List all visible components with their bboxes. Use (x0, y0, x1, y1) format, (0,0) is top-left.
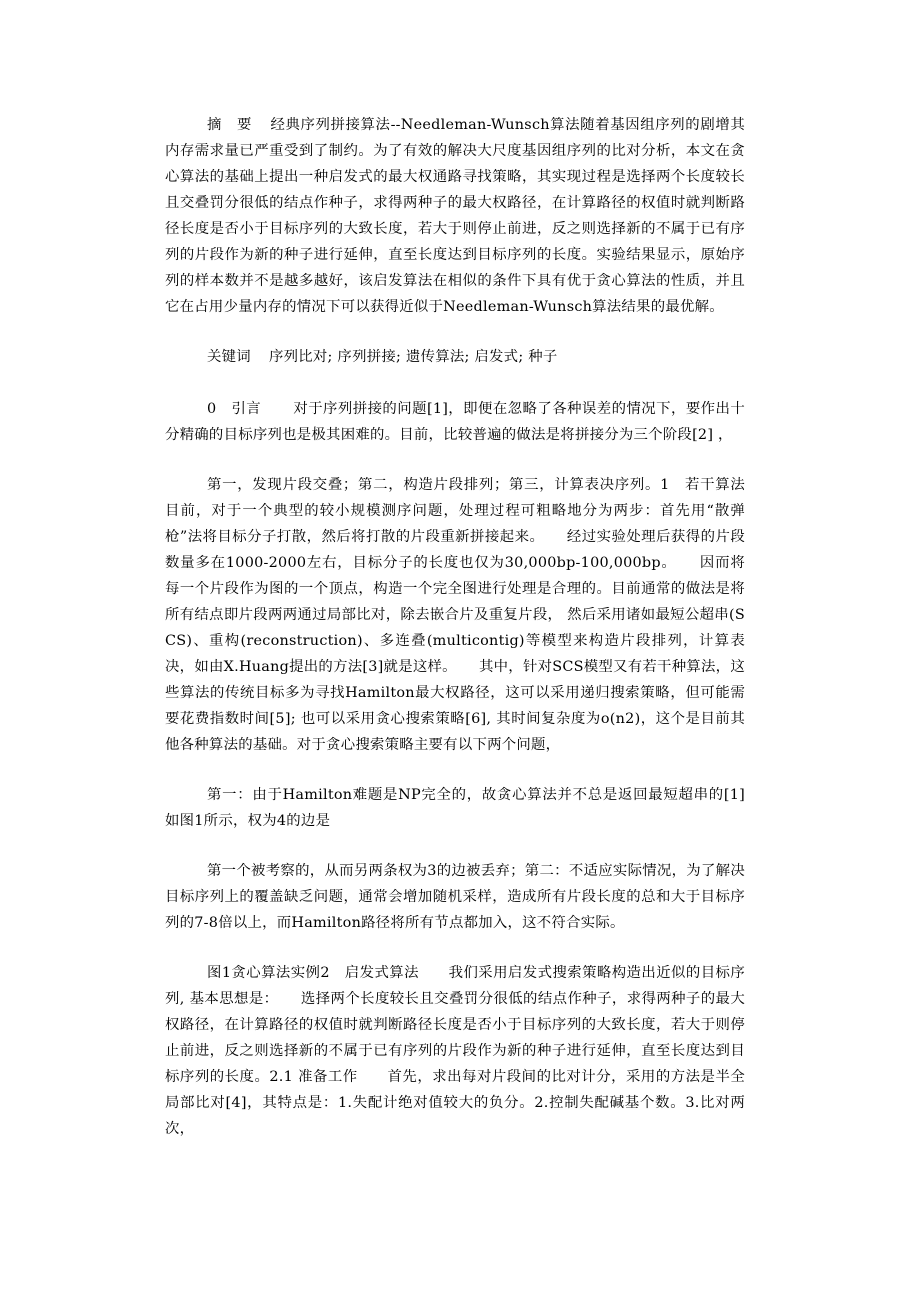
document-page (165, 112, 775, 1166)
keywords-heading: 关键词 (207, 349, 251, 365)
abstract-paragraph (165, 112, 745, 320)
abstract-heading: 摘 要 (207, 117, 253, 133)
keywords-text: 序列比对; 序列拼接; 遗传算法; 启发式; 种子 (268, 349, 558, 365)
problem-one-paragraph (165, 782, 745, 834)
heuristic-paragraph (165, 960, 745, 1142)
problem-two-paragraph (165, 858, 745, 936)
intro-heading: 0 引言 (207, 401, 262, 417)
intro-paragraph (165, 396, 745, 448)
heuristic-text: 图1贪心算法实例2 启发式算法 我们采用启发式搜索策略构造出近似的目标序列, 基本思想是： 选择两个长度较长且交叠罚分很低的结点作种子，求得两种子的最大权路径，在计算路径的权值时就判断路径长度是否小于目标序列的大致长度，若大于则停止前进，反之则选择新的不属于已有序列的片段作为新的种子进行延伸，直至长度达到目标序列的长度。2.1 准备工作 首先，求出每对片段间的比对计分，采用的方法是半全局部比对[4]，其特点是：1.失配计绝对值较大的负分。2.控制失配碱基个数。3.比对两次， (165, 965, 745, 1137)
stages-paragraph (165, 472, 775, 758)
abstract-text: 经典序列拼接算法--Needleman-Wunsch算法随着基因组序列的剧增其内存需求量已严重受到了制约。为了有效的解决大尺度基因组序列的比对分析，本文在贪心算法的基础上提出一种启发式的最大权通路寻找策略，其实现过程是选择两个长度较长且交叠罚分很低的结点作种子，求得两种子的最大权路径，在计算路径的权值时就判断路径长度是否小于目标序列的大致长度，若大于则停止前进，反之则选择新的不属于已有序列的片段作为新的种子进行延伸，直至长度达到目标序列的长度。实验结果显示，原始序列的样本数并不是越多越好，该启发算法在相似的条件下具有优于贪心算法的性质，并且它在占用少量内存的情况下可以获得近似于Needleman-Wunsch算法结果的最优解。 (165, 117, 745, 315)
problem-one-text: 第一：由于Hamilton难题是NP完全的，故贪心算法并不总是返回最短超串的[1]如图1所示，权为4的边是 (165, 787, 745, 829)
problem-two-text: 第一个被考察的，从而另两条权为3的边被丢弃；第二：不适应实际情况，为了解决目标序列上的覆盖缺乏问题，通常会增加随机采样，造成所有片段长度的总和大于目标序列的7-8倍以上，而Hamilton路径将所有节点都加入，这不符合实际。 (165, 863, 745, 931)
intro-text: 对于序列拼接的问题[1]，即便在忽略了各种误差的情况下，要作出十分精确的目标序列也是极其困难的。目前，比较普遍的做法是将拼接分为三个阶段[2] ， (165, 401, 746, 443)
keywords-paragraph (165, 344, 745, 370)
stages-text: 第一，发现片段交叠；第二，构造片段排列；第三，计算表决序列。1 若干算法 目前，对于一个典型的较小规模测序问题，处理过程可粗略地分为两步：首先用“散弹枪”法将目标分子打散，然后将打散的片段重新拼接起来。 经过实验处理后获得的片段数量多在1000-2000左右，目标分子的长度也仅为30,000bp-100,000bp。 因而将每一个片段作为图的一个顶点，构造一个完全图进行处理是合理的。目前通常的做法是将所有结点即片段两两通过局部比对，除去嵌合片及重复片段， 然后采用诸如最短公超串(SCS)、重构(reconstruction)、多连叠(multicontig)等模型来构造片段排列，计算表决，如由X.Huang提出的方法[3]就是这样。 其中，针对SCS模型又有若干种算法，这些算法的传统目标多为寻找Hamilton最大权路径，这可以采用递归搜索策略，但可能需要花费指数时间[5]; 也可以采用贪心搜索策略[6], 其时间复杂度为o(n2)，这个是目前其他各种算法的基础。对于贪心搜索策略主要有以下两个问题， (165, 477, 775, 753)
